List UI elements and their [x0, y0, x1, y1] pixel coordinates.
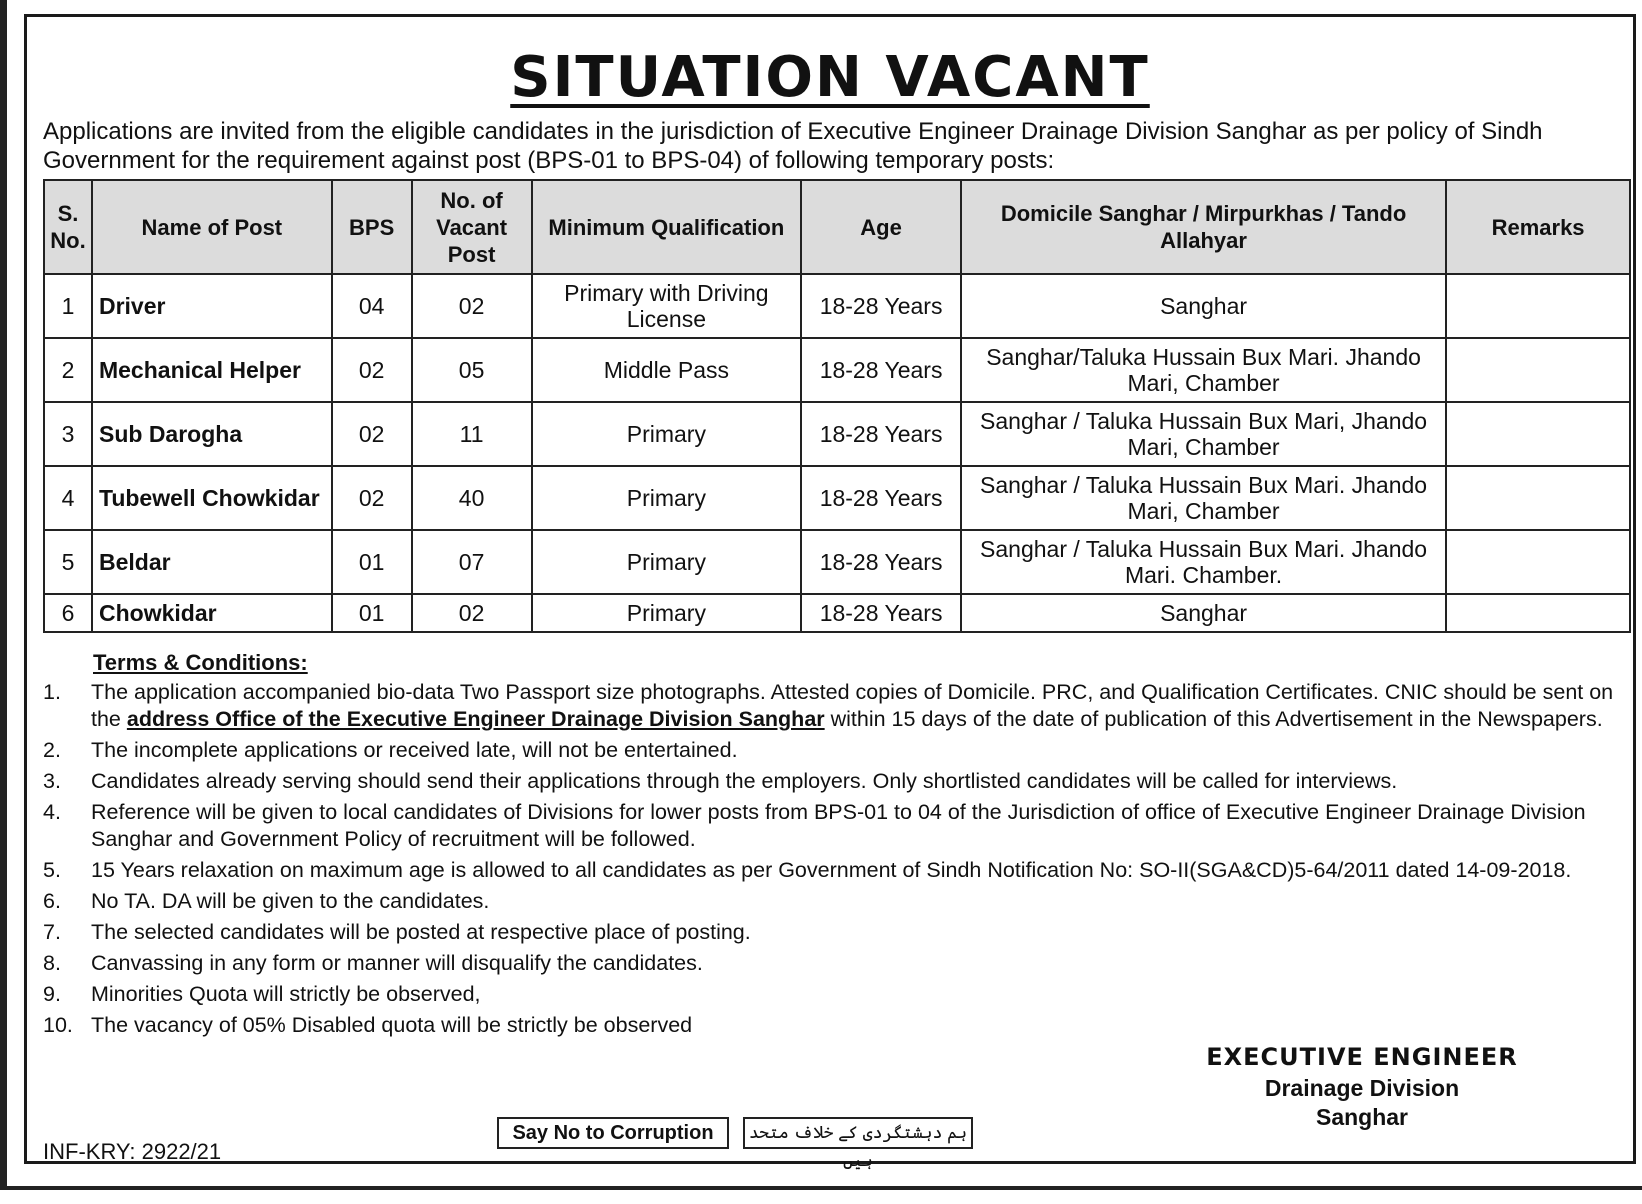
age-cell: 18-28 Years — [801, 466, 961, 530]
term-text: 15 Years relaxation on maximum age is allowed to all candidates as per Government of Sindh Notification No: SO-II(SGA&CD)5-64/2011 dated 14-09-2018. — [91, 858, 1572, 882]
term-text: Minorities Quota will strictly be observed, — [91, 982, 481, 1006]
age-cell: 18-28 Years — [801, 274, 961, 338]
qualification-cell: Primary — [532, 530, 802, 594]
vacant-cell: 02 — [412, 274, 532, 338]
domicile-cell: Sanghar — [961, 594, 1446, 632]
term-number: 4. — [43, 800, 61, 824]
qualification-cell: Primary — [532, 466, 802, 530]
advertisement-frame — [24, 14, 1636, 1170]
sno-cell: 2 — [44, 338, 92, 402]
sno-cell: 4 — [44, 466, 92, 530]
remarks-cell — [1446, 594, 1630, 632]
signatory-location: Sanghar — [1315, 1104, 1409, 1130]
term-text-part: within 15 days of the date of publication of this Advertisement in the Newspapers. — [824, 707, 1603, 731]
post-name-cell: Sub Darogha — [92, 402, 332, 466]
term-text — [91, 679, 1625, 733]
post-name-cell: Beldar — [92, 530, 332, 594]
vacant-cell: 40 — [412, 466, 532, 530]
domicile-cell: Sanghar / Taluka Hussain Bux Mari. Jhando Mari. Chamber. — [961, 530, 1446, 594]
term-number: 3. — [43, 769, 61, 793]
term-text: The selected candidates will be posted at respective place of posting. — [91, 920, 751, 944]
sno-cell: 3 — [44, 402, 92, 466]
bps-cell: 02 — [332, 402, 412, 466]
vacant-cell: 11 — [412, 402, 532, 466]
bps-cell: 01 — [332, 594, 412, 632]
term-text: Candidates already serving should send their applications through the employers. Only shortlisted candidates will be called for interviews. — [91, 769, 1398, 793]
signatory-division: Drainage Division — [1264, 1075, 1460, 1101]
table-row — [44, 274, 1630, 338]
term-text: Reference will be given to local candidates of Divisions for lower posts from BPS-01 to 04 of the Jurisdiction of office of Executive Engineer Drainage Division Sanghar and Government Policy of recruitment will be followed. — [91, 800, 1586, 851]
header-cell: Name of Post — [92, 180, 332, 274]
age-cell: 18-28 Years — [801, 402, 961, 466]
page-edge — [0, 0, 7, 1190]
term-text: No TA. DA will be given to the candidates. — [91, 889, 490, 913]
sno-cell: 5 — [44, 530, 92, 594]
age-cell: 18-28 Years — [801, 338, 961, 402]
term-number: 7. — [43, 920, 61, 944]
remarks-cell — [1446, 466, 1630, 530]
bps-cell: 01 — [332, 530, 412, 594]
post-name-cell: Chowkidar — [92, 594, 332, 632]
sno-cell: 1 — [44, 274, 92, 338]
term-number: 10. — [43, 1013, 73, 1037]
header-cell: Domicile Sanghar / Mirpurkhas / Tando Allahyar — [961, 180, 1446, 274]
post-name-cell: Driver — [92, 274, 332, 338]
bottom-rule — [0, 1186, 1642, 1190]
term-number: 1. — [43, 680, 61, 704]
bps-cell: 02 — [332, 466, 412, 530]
remarks-cell — [1446, 338, 1630, 402]
term-number: 5. — [43, 858, 61, 882]
term-item — [43, 950, 1625, 977]
sno-cell: 6 — [44, 594, 92, 632]
qualification-cell: Primary with Driving License — [532, 274, 802, 338]
table-header-row — [44, 180, 1630, 274]
bps-cell: 04 — [332, 274, 412, 338]
term-item — [43, 919, 1625, 946]
remarks-cell — [1446, 274, 1630, 338]
term-item — [43, 799, 1625, 853]
header-cell: BPS — [332, 180, 412, 274]
remarks-cell — [1446, 402, 1630, 466]
anti-corruption-slogan: Say No to Corruption — [497, 1117, 729, 1149]
term-text: Canvassing in any form or manner will disqualify the candidates. — [91, 951, 703, 975]
age-cell: 18-28 Years — [801, 530, 961, 594]
domicile-cell: Sanghar/Taluka Hussain Bux Mari. Jhando Mari, Chamber — [961, 338, 1446, 402]
domicile-cell: Sanghar / Taluka Hussain Bux Mari, Jhando Mari, Chamber — [961, 402, 1446, 466]
term-item — [43, 679, 1625, 733]
post-name-cell: Tubewell Chowkidar — [92, 466, 332, 530]
header-cell: Minimum Qualification — [532, 180, 802, 274]
term-text: The incomplete applications or received late, will not be entertained. — [91, 738, 738, 762]
term-text: The vacancy of 05% Disabled quota will be strictly be observed — [91, 1013, 693, 1037]
qualification-cell: Primary — [532, 594, 802, 632]
term-item — [43, 768, 1625, 795]
header-cell: No. of Vacant Post — [412, 180, 532, 274]
post-name-cell: Mechanical Helper — [92, 338, 332, 402]
vacant-cell: 02 — [412, 594, 532, 632]
reference-number: INF-KRY: 2922/21 — [43, 1139, 222, 1164]
term-item — [43, 737, 1625, 764]
table-row — [44, 402, 1630, 466]
vacant-cell: 05 — [412, 338, 532, 402]
qualification-cell: Primary — [532, 402, 802, 466]
terms-list — [43, 679, 1625, 1043]
table-row — [44, 466, 1630, 530]
header-cell: S. No. — [44, 180, 92, 274]
bps-cell: 02 — [332, 338, 412, 402]
vacant-cell: 07 — [412, 530, 532, 594]
term-number: 9. — [43, 982, 61, 1006]
age-cell: 18-28 Years — [801, 594, 961, 632]
term-item — [43, 1012, 1625, 1039]
term-number: 6. — [43, 889, 61, 913]
term-item — [43, 888, 1625, 915]
header-cell: Remarks — [1446, 180, 1630, 274]
term-text-part: The application accompanied bio-data Two Passport size photographs. Attested copies of Domicile. PRC, and Qualification Certificates. CNIC should be sent on the — [91, 680, 1614, 731]
header-cell: Age — [801, 180, 961, 274]
domicile-cell: Sanghar — [961, 274, 1446, 338]
vacancy-table — [43, 179, 1631, 633]
qualification-cell: Middle Pass — [532, 338, 802, 402]
urdu-slogan: ہم دہشتگردی کے خلاف متحد ہیں — [743, 1117, 973, 1149]
table-row — [44, 338, 1630, 402]
table-row — [44, 594, 1630, 632]
remarks-cell — [1446, 530, 1630, 594]
terms-heading: Terms & Conditions: — [93, 650, 308, 675]
signature-block — [1197, 1043, 1527, 1131]
office-address: address Office of the Executive Engineer Drainage Division Sanghar — [126, 707, 825, 731]
signatory-title: EXECUTIVE ENGINEER — [1206, 1043, 1518, 1071]
term-number: 2. — [43, 738, 61, 762]
domicile-cell: Sanghar / Taluka Hussain Bux Mari. Jhando Mari, Chamber — [961, 466, 1446, 530]
term-item — [43, 981, 1625, 1008]
intro-paragraph: Applications are invited from the eligible candidates in the jurisdiction of Executive Engineer Drainage Division Sanghar as per policy of Sindh Government for the requirement against post (BPS-01 to BPS-04) of following temporary posts: — [43, 118, 1543, 174]
term-number: 8. — [43, 951, 61, 975]
page-title: SITUATION VACANT — [510, 45, 1150, 110]
term-item — [43, 857, 1625, 884]
table-row — [44, 530, 1630, 594]
